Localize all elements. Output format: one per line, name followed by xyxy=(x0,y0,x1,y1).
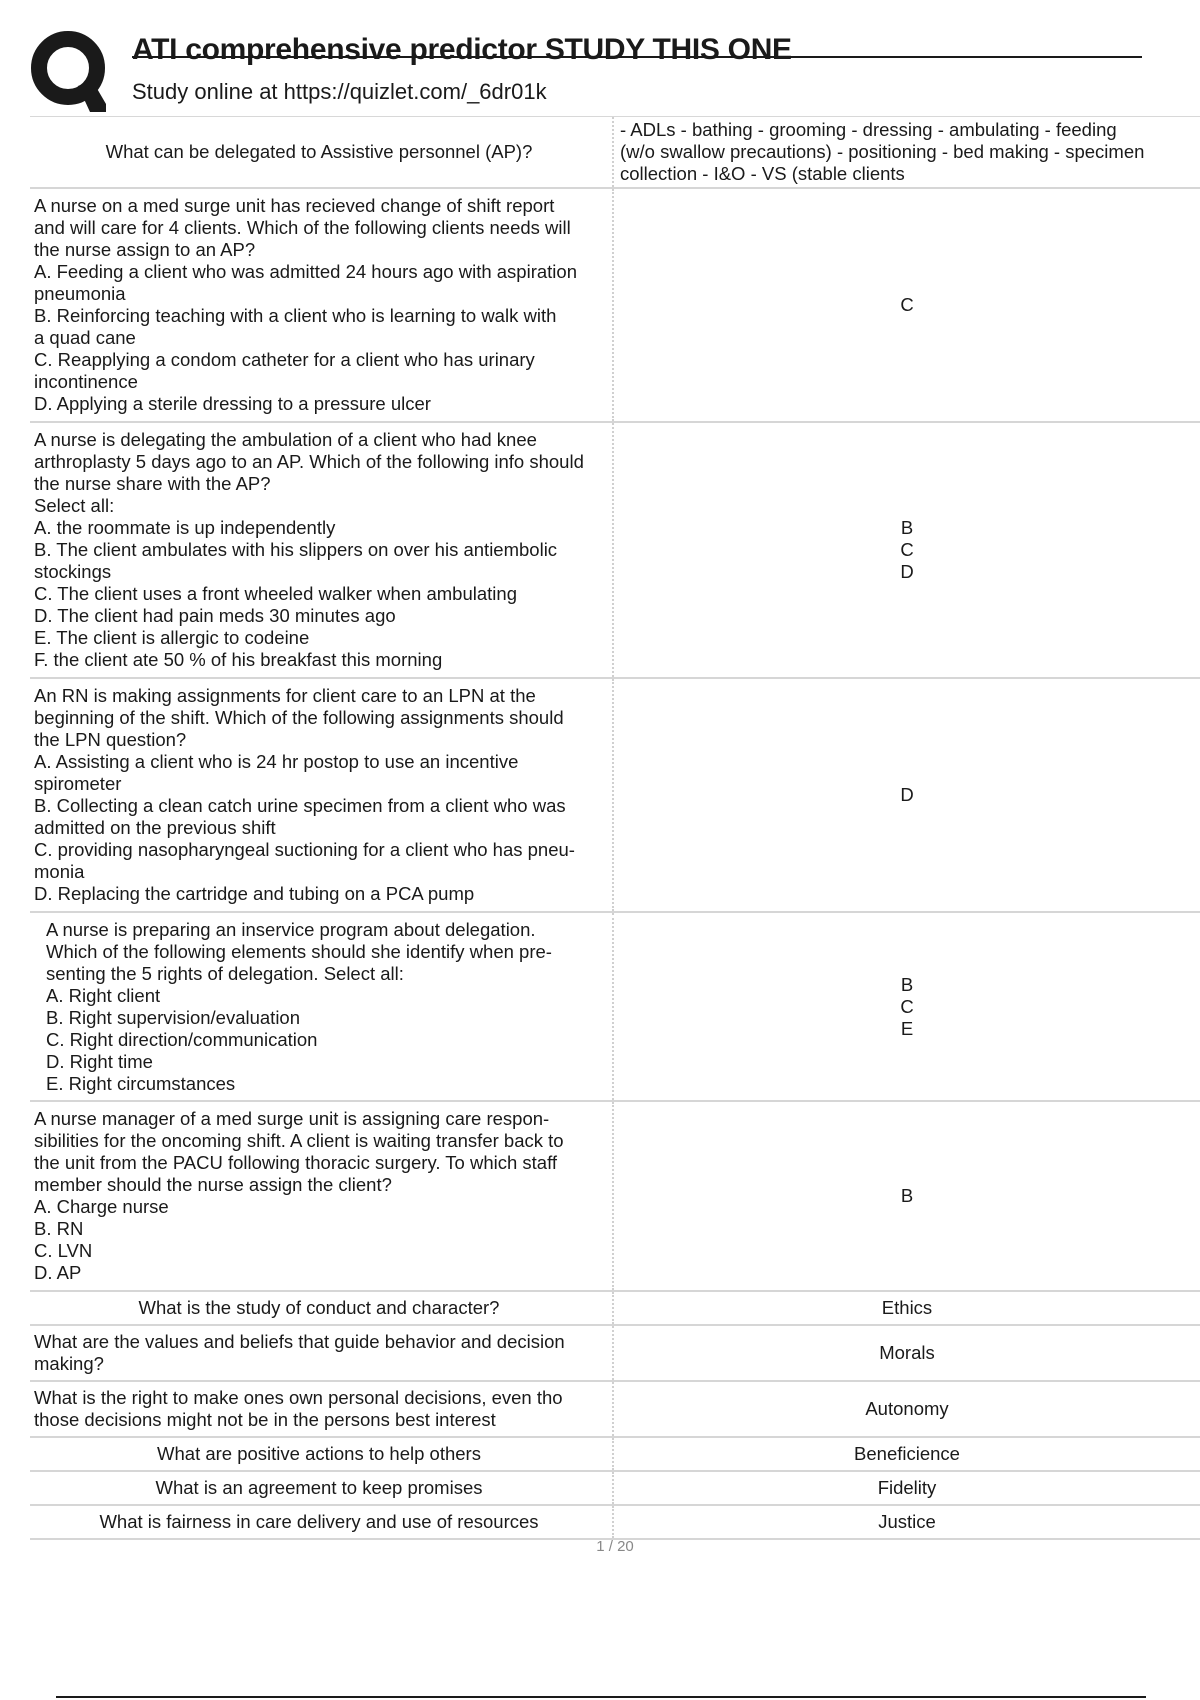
card-row xyxy=(30,679,1200,913)
card-definition: C xyxy=(900,294,914,315)
page-title: ATI comprehensive predictor STUDY THIS ONE xyxy=(132,33,792,66)
card-row xyxy=(30,1326,1200,1382)
card-definition: Autonomy xyxy=(865,1398,949,1419)
card-row xyxy=(30,189,1200,423)
footer-rule xyxy=(56,1696,1146,1698)
card-term: A nurse is delegating the ambulation of a client who had knee arthroplasty 5 days ago to an AP. Which of the following info should the nurse share with the AP? Select all: A. the roommate is up independently B. The client ambulates with his slippers on over his antiembolic stockings C. The client uses a front wheeled walker when ambulating D. The client had pain meds 30 minutes ago E. The client is allergic to codeine F. the client ate 50 % of his breakfast this morning xyxy=(30,423,614,677)
card-term: A nurse on a med surge unit has recieved change of shift report and will care for 4 clients. Which of the following clients needs will the nurse assign to an AP? A. Feeding a client who was admitted 24 hours ago with aspiration pneumonia B. Reinforcing teaching with a client who is learning to walk with a quad cane C. Reapplying a condom catheter for a client who has urinary incontinence D. Applying a sterile dressing to a pressure ulcer xyxy=(30,189,614,421)
card-row xyxy=(30,1438,1200,1472)
card-term: What is fairness in care delivery and use of resources xyxy=(30,1506,614,1538)
card-term: A nurse manager of a med surge unit is assigning care respon- sibilities for the oncoming shift. A client is waiting transfer back to the unit from the PACU following thoracic surgery. To which staff member should the nurse assign the client? A. Charge nurse B. RN C. LVN D. AP xyxy=(30,1102,614,1290)
card-row xyxy=(30,1102,1200,1292)
card-definition: D xyxy=(900,784,914,805)
card-term: What is an agreement to keep promises xyxy=(30,1472,614,1504)
card-term: What can be delegated to Assistive personnel (AP)? xyxy=(30,117,614,187)
quizlet-logo-icon xyxy=(30,30,112,112)
card-definition: - ADLs - bathing - grooming - dressing - ambulating - feeding (w/o swallow precautions) - positioning - bed making - specimen collection - I&O - VS (stable clients xyxy=(620,119,1145,184)
card-term: A nurse is preparing an inservice program about delegation. Which of the following elements should she identify when pre- senting the 5 rights of delegation. Select all: A. Right client B. Right supervision/evaluation C. Right direction/communication D. Right time E. Right circumstances xyxy=(30,913,614,1100)
flashcard-table xyxy=(30,116,1200,1540)
card-definition: Justice xyxy=(878,1511,936,1532)
card-row xyxy=(30,117,1200,189)
card-row xyxy=(30,1506,1200,1540)
card-definition: Fidelity xyxy=(877,1477,937,1498)
card-row xyxy=(30,1382,1200,1438)
card-row xyxy=(30,1472,1200,1506)
card-definition: Ethics xyxy=(881,1297,933,1318)
card-term: An RN is making assignments for client care to an LPN at the beginning of the shift. Which of the following assignments should the LPN question? A. Assisting a client who is 24 hr postop to use an incentive spirometer B. Collecting a clean catch urine specimen from a client who was admitted on the previous shift C. providing nasopharyngeal suctioning for a client who has pneu- monia D. Replacing the cartridge and tubing on a PCA pump xyxy=(30,679,614,911)
card-term: What is the right to make ones own personal decisions, even tho those decisions might not be in the persons best interest xyxy=(30,1382,614,1436)
card-term: What are positive actions to help others xyxy=(30,1438,614,1470)
card-definition: B xyxy=(900,1185,914,1206)
card-term: What are the values and beliefs that guide behavior and decision making? xyxy=(30,1326,614,1380)
card-row xyxy=(30,1292,1200,1326)
page-number: 1 / 20 xyxy=(596,1538,634,1555)
card-term: What is the study of conduct and character? xyxy=(30,1292,614,1324)
study-link-text: Study online at https://quizlet.com/_6dr01k xyxy=(132,79,547,104)
card-row xyxy=(30,423,1200,679)
card-row xyxy=(30,913,1200,1102)
card-definition: B C D xyxy=(900,517,914,582)
card-definition: B C E xyxy=(900,973,914,1039)
card-definition: Morals xyxy=(879,1342,935,1363)
card-definition: Beneficience xyxy=(854,1443,960,1464)
